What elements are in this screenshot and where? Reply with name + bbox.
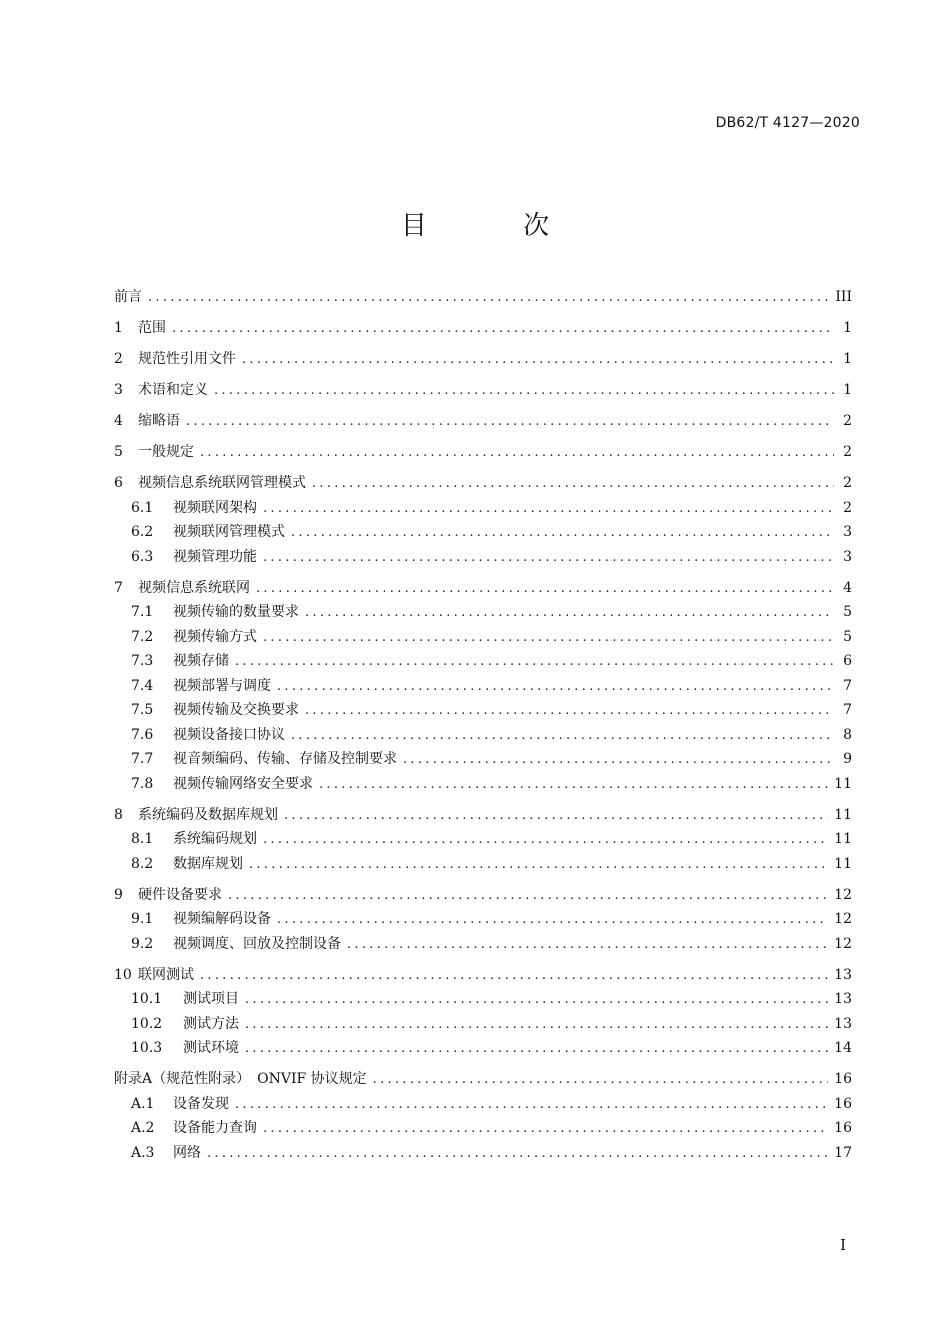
toc-entry-page: 11 (834, 831, 852, 847)
toc-entry-label: 设备能力查询 (173, 1120, 257, 1136)
toc-entry-page: 13 (834, 1015, 852, 1032)
toc-entry-number: 9 (114, 886, 123, 903)
toc-entry-number: 7.1 (131, 604, 154, 620)
toc-entry-label: 视频部署与调度 (173, 677, 271, 694)
toc-entry-page: 1 (843, 320, 852, 336)
toc-entry-label: 范围 (138, 320, 166, 336)
toc-entry-page: 7 (843, 677, 852, 694)
toc-entry[interactable] (114, 1036, 852, 1061)
toc-leader-dots (305, 601, 834, 626)
toc-entry-number: 4 (114, 413, 123, 429)
toc-entry-page: 12 (834, 886, 852, 903)
toc-entry-page: 12 (834, 911, 852, 927)
toc-leader-dots (228, 884, 828, 909)
page-title: 目 次 (400, 211, 594, 241)
toc-entry-number: 10.1 (131, 991, 163, 1007)
toc-entry-page: 3 (843, 524, 852, 540)
toc-entry-label: 附录A（规范性附录） ONVIF 协议规定 (114, 1071, 367, 1087)
toc-leader-dots (256, 577, 834, 602)
toc-leader-dots (373, 1068, 829, 1093)
toc-entry-number: A.1 (131, 1095, 155, 1112)
toc-entry-page: 6 (843, 653, 852, 669)
toc-entry[interactable] (114, 932, 852, 957)
toc-entry-page: 2 (843, 499, 852, 516)
toc-entry[interactable] (114, 496, 852, 521)
toc-leader-dots (263, 828, 828, 853)
toc-leader-dots (263, 1117, 828, 1142)
toc-entry-label: 视频信息系统联网 (138, 579, 250, 596)
toc-entry[interactable] (114, 723, 852, 748)
toc-entry[interactable] (114, 600, 852, 625)
toc-leader-dots (186, 410, 834, 435)
toc-leader-dots (214, 379, 834, 404)
toc-entry-number: 9.1 (131, 911, 154, 927)
toc-leader-dots (319, 773, 828, 798)
toc-entry-page: 2 (843, 413, 852, 429)
toc-leader-dots (263, 626, 834, 651)
toc-entry-number: 7.4 (131, 677, 154, 694)
toc-entry-label: 视音频编码、传输、存储及控制要求 (173, 751, 397, 767)
toc-entry-number: 7.8 (131, 775, 154, 792)
toc-entry-page: 12 (834, 935, 852, 952)
toc-entry-label: 视频管理功能 (173, 548, 257, 565)
toc-leader-dots (277, 908, 828, 933)
toc-leader-dots (245, 1037, 828, 1062)
toc-entry[interactable] (114, 803, 852, 828)
toc-entry-number: 7.5 (131, 702, 154, 718)
toc-entry-page: 2 (843, 444, 852, 460)
toc-entry[interactable] (114, 378, 852, 403)
toc-entry[interactable] (114, 1116, 852, 1141)
toc-entry[interactable] (114, 1012, 852, 1037)
toc-leader-dots (312, 472, 834, 497)
toc-entry-label: 规范性引用文件 (138, 351, 236, 367)
toc-entry-number: 5 (114, 444, 123, 460)
toc-entry-page: 1 (843, 351, 852, 367)
toc-entry-label: 视频设备接口协议 (173, 726, 285, 743)
toc-leader-dots (284, 804, 828, 829)
toc-entry-label: 系统编码规划 (173, 831, 257, 847)
toc-entry-page: 17 (834, 1144, 852, 1161)
toc-entry-page: 11 (834, 775, 852, 792)
toc-leader-dots (277, 675, 834, 700)
table-of-contents (114, 285, 852, 1165)
footer-page-number: I (840, 1236, 846, 1254)
toc-leader-dots (245, 1013, 828, 1038)
toc-leader-dots (242, 348, 834, 373)
toc-entry-number: 7.7 (131, 751, 154, 767)
toc-entry-page: 1 (843, 382, 852, 398)
toc-leader-dots (263, 497, 834, 522)
toc-entry-page: 14 (834, 1040, 852, 1056)
toc-entry-page: 16 (834, 1120, 852, 1136)
toc-leader-dots (249, 853, 828, 878)
toc-entry-page: 5 (843, 628, 852, 645)
toc-entry-number: 8.1 (131, 831, 154, 847)
toc-entry-page: 7 (843, 702, 852, 718)
toc-entry[interactable] (114, 1092, 852, 1117)
toc-entry[interactable] (114, 347, 852, 372)
toc-entry-page: 11 (834, 806, 852, 823)
toc-entry-page: 13 (834, 991, 852, 1007)
toc-entry-label: 测试方法 (183, 1015, 239, 1032)
toc-entry-label: 硬件设备要求 (138, 886, 222, 903)
toc-leader-dots (245, 988, 828, 1013)
toc-entry-label: 缩略语 (138, 413, 180, 429)
toc-entry[interactable] (114, 285, 852, 310)
toc-entry-label: 视频联网管理模式 (173, 524, 285, 540)
toc-leader-dots (291, 724, 834, 749)
toc-entry-number: 7.2 (131, 628, 154, 645)
toc-entry-number: A.2 (131, 1120, 155, 1136)
toc-entry[interactable] (114, 772, 852, 797)
toc-entry-number: 9.2 (131, 935, 154, 952)
toc-entry-number: 10.3 (131, 1040, 163, 1056)
toc-entry-label: 测试项目 (183, 991, 239, 1007)
toc-entry-label: 一般规定 (138, 444, 194, 460)
toc-entry-number: 3 (114, 382, 123, 398)
toc-entry-page: III (835, 289, 852, 305)
toc-entry-number: 1 (114, 320, 123, 336)
toc-entry[interactable] (114, 987, 852, 1012)
toc-leader-dots (200, 964, 828, 989)
toc-leader-dots (172, 317, 834, 342)
toc-entry-page: 16 (834, 1071, 852, 1087)
toc-leader-dots (291, 521, 834, 546)
toc-entry[interactable] (114, 409, 852, 434)
toc-entry[interactable] (114, 576, 852, 601)
toc-entry-page: 16 (834, 1095, 852, 1112)
toc-entry-number: 6 (114, 475, 123, 491)
toc-entry-label: 视频联网架构 (173, 499, 257, 516)
toc-entry[interactable] (114, 827, 852, 852)
toc-entry[interactable] (114, 907, 852, 932)
toc-entry-number: 10 (114, 966, 132, 983)
toc-leader-dots (200, 441, 834, 466)
toc-entry-label: 系统编码及数据库规划 (138, 806, 278, 823)
toc-entry[interactable] (114, 1067, 852, 1092)
toc-entry-label: 视频传输网络安全要求 (173, 775, 313, 792)
toc-entry-number: 2 (114, 351, 123, 367)
toc-entry[interactable] (114, 471, 852, 496)
toc-leader-dots (305, 699, 834, 724)
toc-entry-page: 3 (843, 548, 852, 565)
toc-entry-number: A.3 (131, 1144, 155, 1161)
toc-entry[interactable] (114, 316, 852, 341)
toc-entry-label: 视频传输的数量要求 (173, 604, 299, 620)
toc-entry-page: 13 (834, 966, 852, 983)
toc-entry-label: 数据库规划 (173, 855, 243, 872)
toc-entry-label: 视频传输方式 (173, 628, 257, 645)
toc-leader-dots (207, 1142, 828, 1167)
toc-entry-number: 6.2 (131, 524, 154, 540)
toc-entry[interactable] (114, 545, 852, 570)
toc-leader-dots (403, 748, 834, 773)
toc-entry[interactable] (114, 440, 852, 465)
toc-entry-label: 网络 (173, 1144, 201, 1161)
toc-leader-dots (235, 1093, 828, 1118)
toc-entry-label: 术语和定义 (138, 382, 208, 398)
toc-entry[interactable] (114, 625, 852, 650)
toc-entry[interactable] (114, 747, 852, 772)
toc-entry-page: 4 (843, 579, 852, 596)
toc-entry[interactable] (114, 649, 852, 674)
toc-entry[interactable] (114, 852, 852, 877)
toc-entry-number: 7.6 (131, 726, 154, 743)
toc-entry-number: 8 (114, 806, 123, 823)
toc-entry-number: 6.1 (131, 499, 154, 516)
toc-entry[interactable] (114, 698, 852, 723)
toc-leader-dots (263, 546, 834, 571)
toc-entry-page: 8 (843, 726, 852, 743)
toc-leader-dots (148, 286, 829, 311)
toc-entry[interactable] (114, 883, 852, 908)
toc-entry-label: 前言 (114, 289, 142, 305)
toc-entry-page: 5 (843, 604, 852, 620)
toc-leader-dots (347, 933, 828, 958)
toc-entry-number: 10.2 (131, 1015, 163, 1032)
toc-entry-label: 视频传输及交换要求 (173, 702, 299, 718)
toc-entry-label: 视频信息系统联网管理模式 (138, 475, 306, 491)
toc-entry-label: 视频编解码设备 (173, 911, 271, 927)
toc-entry-label: 测试环境 (183, 1040, 239, 1056)
toc-entry[interactable] (114, 1141, 852, 1166)
toc-entry[interactable] (114, 520, 852, 545)
toc-entry-number: 7.3 (131, 653, 154, 669)
toc-entry-label: 视频存储 (173, 653, 229, 669)
toc-entry-number: 6.3 (131, 548, 154, 565)
toc-entry-page: 11 (834, 855, 852, 872)
toc-entry-number: 8.2 (131, 855, 154, 872)
toc-entry-label: 设备发现 (173, 1095, 229, 1112)
toc-entry-number: 7 (114, 579, 123, 596)
toc-entry-label: 联网测试 (138, 966, 194, 983)
toc-entry[interactable] (114, 674, 852, 699)
document-code: DB62/T 4127—2020 (715, 115, 860, 131)
toc-entry-label: 视频调度、回放及控制设备 (173, 935, 341, 952)
toc-leader-dots (235, 650, 834, 675)
toc-entry[interactable] (114, 963, 852, 988)
toc-entry-page: 9 (843, 751, 852, 767)
toc-entry-page: 2 (843, 475, 852, 491)
